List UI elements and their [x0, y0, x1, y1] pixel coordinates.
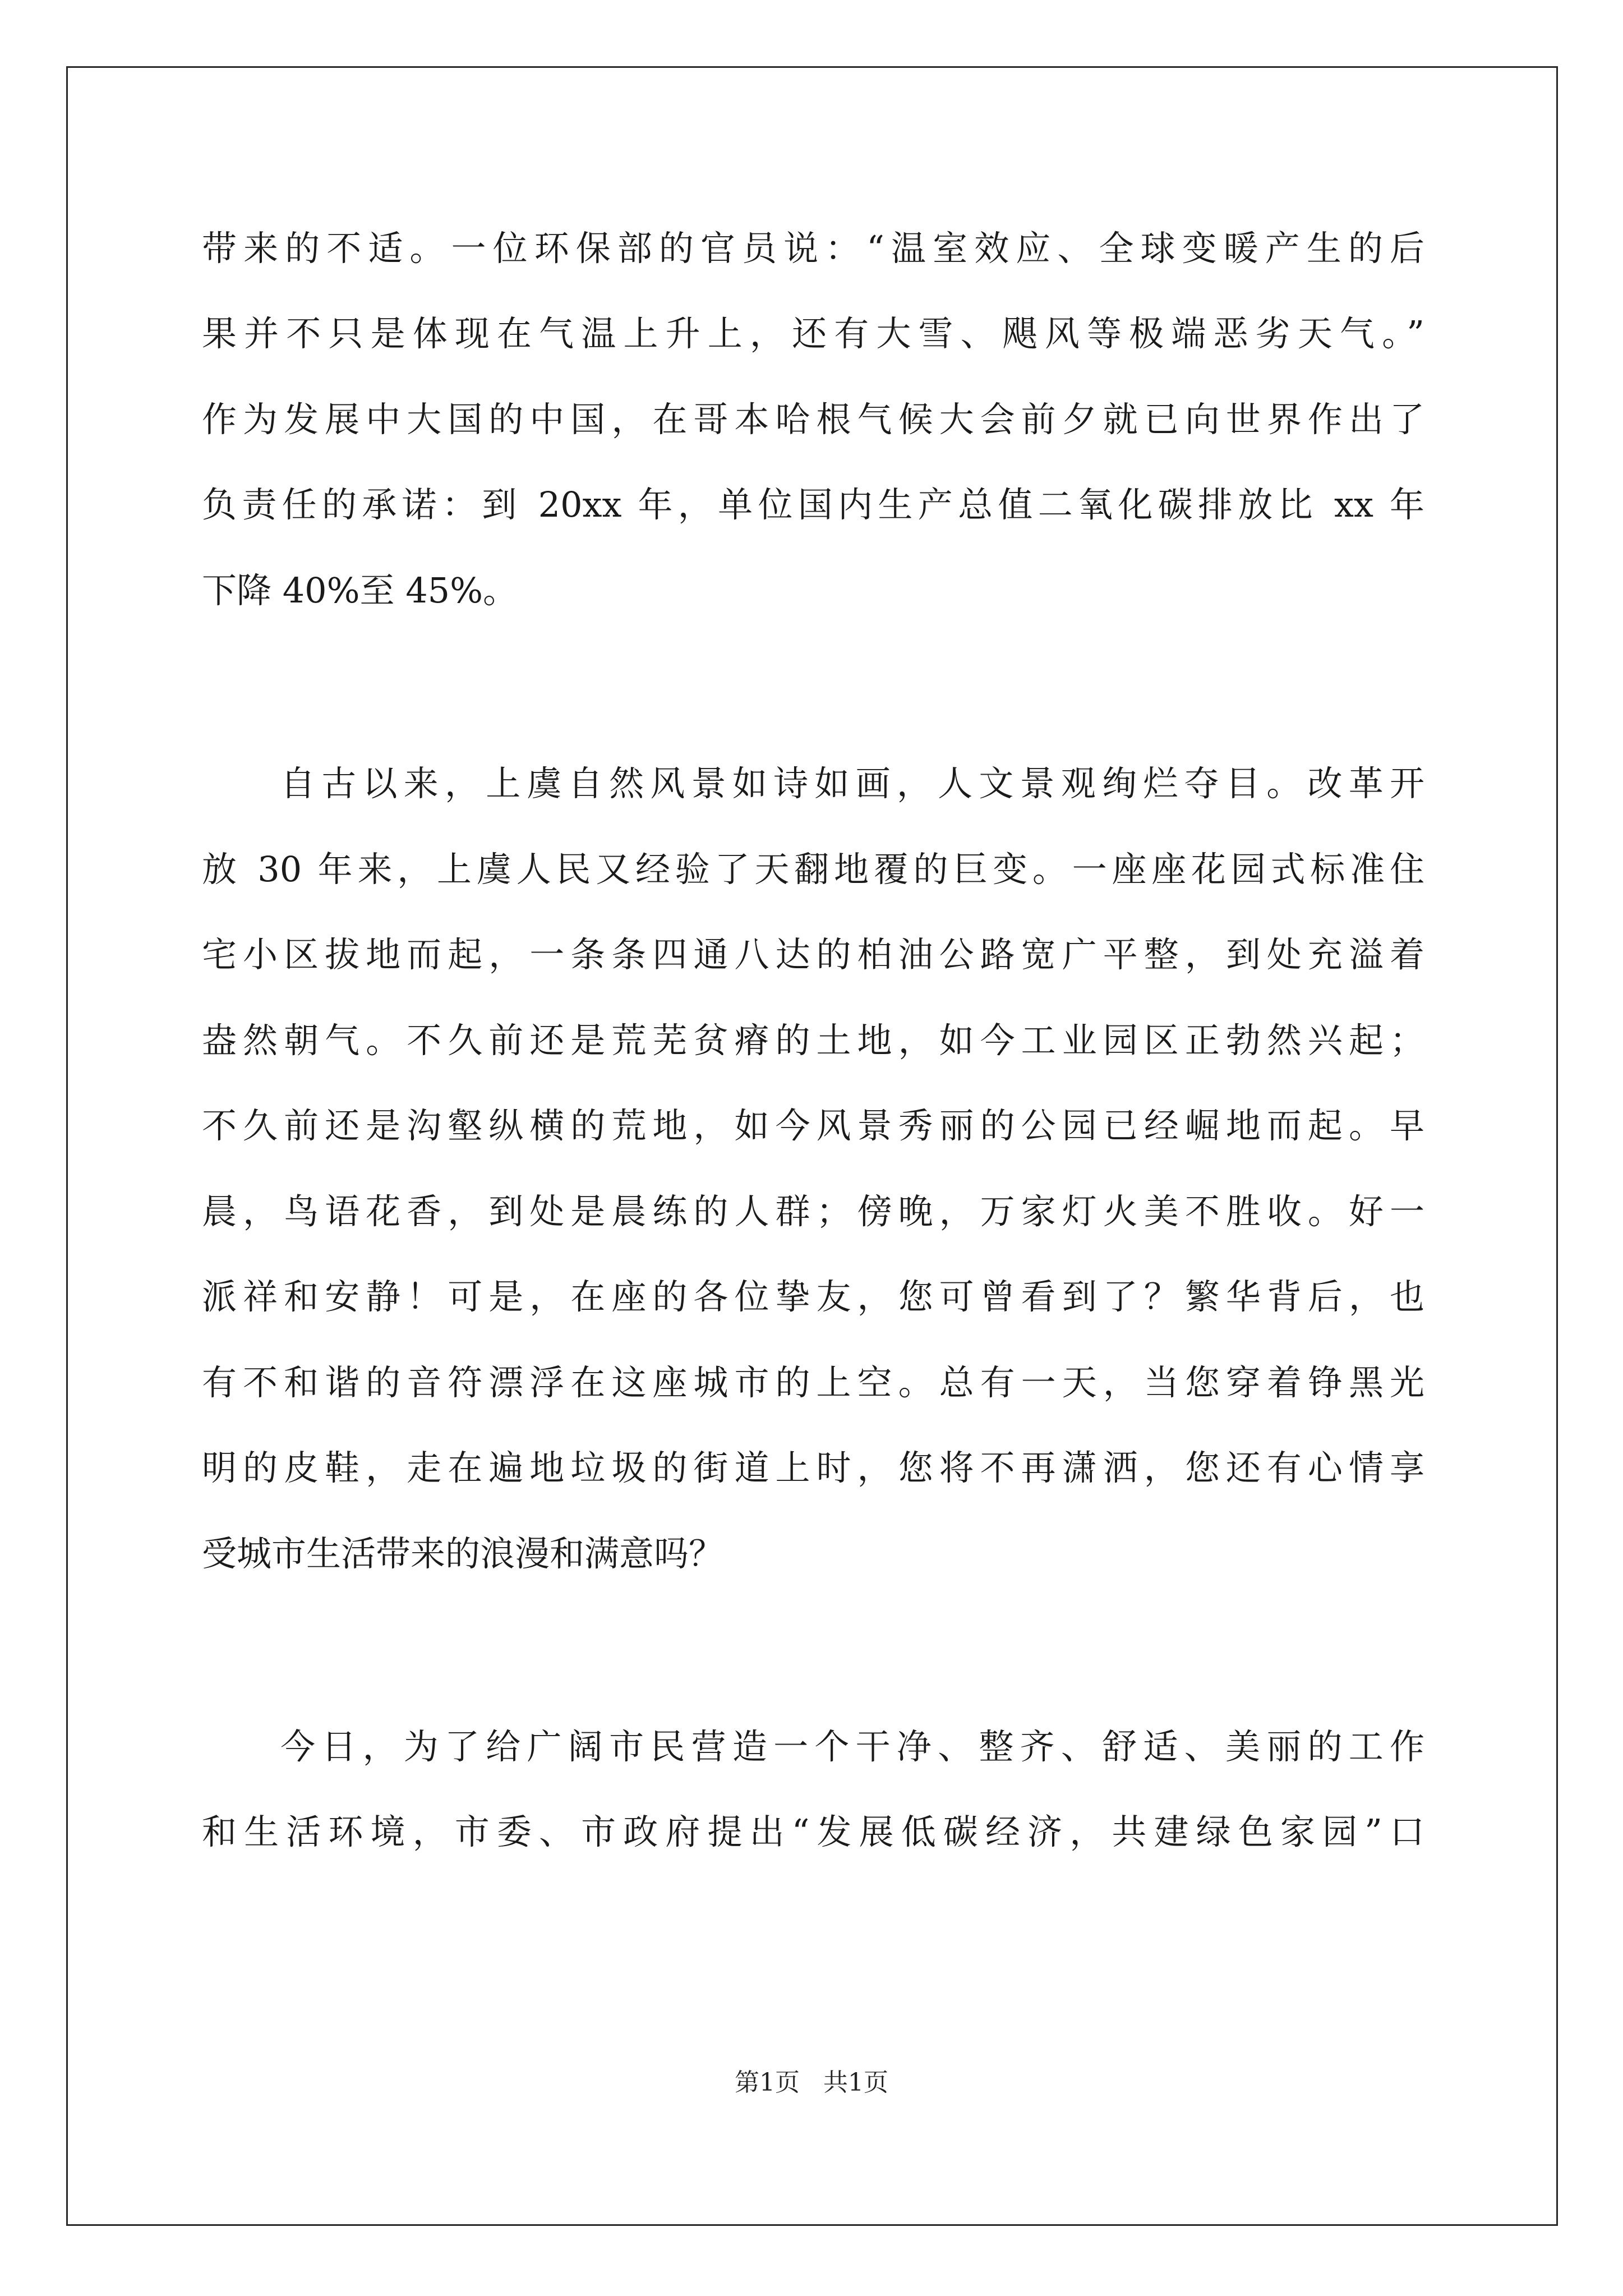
paragraph-1-line-1: 带来的不适。一位环保部的官员说：“温室效应、全球变暖产生的后 [202, 228, 1424, 269]
paragraph-1-line-4: 负责任的承诺：到 20xx 年，单位国内生产总值二氧化碳排放比 xx 年 [202, 484, 1424, 525]
paragraph-2-line-6: 晨，鸟语花香，到处是晨练的人群；傍晚，万家灯火美不胜收。好一 [202, 1191, 1424, 1232]
paragraph-2-line-3: 宅小区拔地而起，一条条四通八达的柏油公路宽广平整，到处充溢着 [202, 934, 1424, 975]
paragraph-3-line-2: 和生活环境，市委、市政府提出“发展低碳经济，共建绿色家园”口 [202, 1811, 1424, 1852]
page-number-total: 共1页 [823, 2068, 888, 2097]
paragraph-1-line-5: 下降 40%至 45%。 [202, 570, 518, 611]
paragraph-1-line-2: 果并不只是体现在气温上升上，还有大雪、飓风等极端恶劣天气。” [202, 313, 1424, 354]
paragraph-2-line-10: 受城市生活带来的浪漫和满意吗？ [202, 1533, 724, 1574]
paragraph-3-line-1: 今日，为了给广阔市民营造一个干净、整齐、舒适、美丽的工作 [280, 1726, 1424, 1767]
paragraph-2-line-5: 不久前还是沟壑纵横的荒地，如今风景秀丽的公园已经崛地而起。早 [202, 1105, 1424, 1146]
paragraph-1-line-3: 作为发展中大国的中国，在哥本哈根气候大会前夕就已向世界作出了 [202, 399, 1424, 440]
paragraph-2-line-4: 盎然朝气。不久前还是荒芜贫瘠的土地，如今工业园区正勃然兴起； [202, 1020, 1424, 1061]
paragraph-2-line-9: 明的皮鞋，走在遍地垃圾的街道上时，您将不再潇洒，您还有心情享 [202, 1447, 1424, 1488]
paragraph-2-line-2: 放 30 年来，上虞人民又经验了天翻地覆的巨变。一座座花园式标准住 [202, 849, 1424, 890]
page-number-current: 第1页 [735, 2068, 800, 2097]
paragraph-2-line-1: 自古以来，上虞自然风景如诗如画，人文景观绚烂夺目。改革开 [280, 763, 1424, 804]
paragraph-2-line-7: 派祥和安静！可是，在座的各位挚友，您可曾看到了？繁华背后，也 [202, 1276, 1424, 1317]
paragraph-2-line-8: 有不和谐的音符漂浮在这座城市的上空。总有一天，当您穿着铮黑光 [202, 1362, 1424, 1403]
page-footer [0, 2067, 1623, 2099]
